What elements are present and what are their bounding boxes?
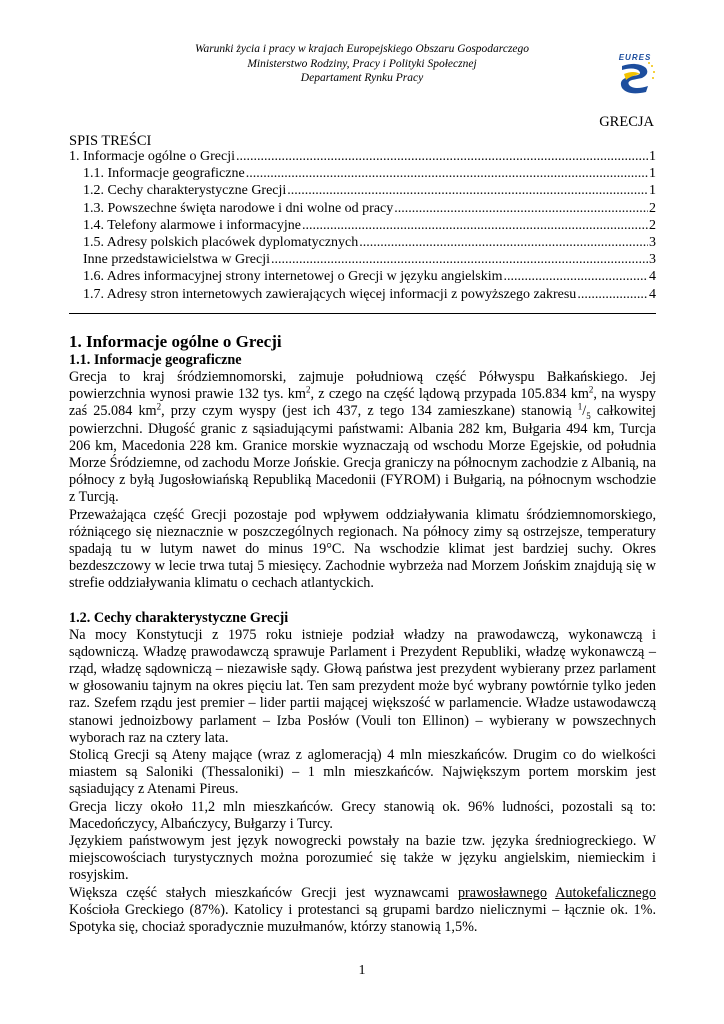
toc-item-page: 3: [649, 252, 656, 268]
toc-item-page: 1: [649, 166, 656, 182]
toc-item-page: 1: [649, 183, 656, 199]
toc-item-label: 1.2. Cechy charakterystyczne Grecji: [83, 183, 287, 199]
logo-text: EURES: [618, 53, 652, 62]
toc-item-label: 1.5. Adresy polskich placówek dyplomatycznych: [83, 234, 359, 250]
toc-item[interactable]: [69, 200, 656, 217]
page-number: 1: [358, 963, 366, 978]
country-label: GRECJA: [599, 114, 654, 130]
link-autokefalicznego[interactable]: Autokefalicznego: [555, 884, 656, 901]
toc-item[interactable]: [69, 148, 656, 165]
toc-item[interactable]: [69, 234, 656, 251]
characteristics-paragraph-2: Stolicą Grecji są Ateny mające (wraz z aglomeracją) 4 mln mieszkańców. Drugim co do wielkości miastem są Saloniki (Thessaloniki) – 1 mln mieszkańców. Największym portem morskim jest sąsiadujący z Atenami Pireus.: [69, 747, 656, 798]
section-title: 1. Informacje ogólne o Grecji: [69, 332, 282, 351]
header-line-1: Warunki życia i pracy w krajach Europejskiego Obszaru Gospodarczego: [194, 43, 530, 55]
table-of-contents: [69, 148, 656, 303]
toc-item-page: 4: [649, 286, 656, 302]
toc-item[interactable]: [69, 165, 656, 182]
characteristics-paragraph-1: Na mocy Konstytucji z 1975 roku istnieje podział władzy na prawodawczą, wykonawczą i sądowniczą. Władzę prawodawczą sprawuje Parlament i Prezydent Republiki, władzę wykonawczą – rząd, władzę sądowniczą – niezawisłe sądy. Głową państwa jest prezydent wybierany przez parlament w głosowaniu tajnym na okres pięciu lat. Ten sam prezydent może być wybrany powtórnie tylko jeden raz. Szefem rządu jest premier – lider partii mającej większość w parlamencie. Władze ustawodawczą stanowi jednoizbowy parlament – Izba Posłów (Vouli ton Ellinon) – wybierany w powszechnych wyborach raz na cztery lata.: [69, 626, 656, 746]
link-prawoslawnego[interactable]: prawosławnego: [457, 884, 547, 901]
toc-item[interactable]: [69, 251, 656, 268]
toc-item[interactable]: [69, 286, 656, 303]
eures-logo-icon: [612, 52, 658, 94]
toc-item-label: 1.6. Adres informacyjnej strony internetowej o Grecji w języku angielskim: [83, 269, 503, 285]
toc-item[interactable]: [69, 182, 656, 199]
header-line-2: Ministerstwo Rodziny, Pracy i Polityki Społecznej: [247, 57, 477, 70]
toc-item-page: 2: [649, 200, 656, 216]
document-body: [69, 331, 656, 936]
characteristics-paragraph-4: Językiem państwowym jest język nowogrecki powstały na bazie tzw. języka średniogreckiego. W miejscowościach turystycznych można porozumieć się także w języku angielskim, niemieckim i rosyjskim.: [69, 833, 656, 884]
header-line-3: Departament Rynku Pracy: [300, 72, 424, 84]
characteristics-paragraph-3: Grecja liczy około 11,2 mln mieszkańców. Grecy stanowią ok. 96% ludności, pozostali są to: Macedończycy, Albańczycy, Bułgarzy i Turcy.: [69, 798, 656, 832]
divider: [69, 313, 656, 314]
characteristics-paragraph-5: Większa część stałych mieszkańców Grecji jest wyznawcami prawosławnego Autokefalicznego Kościoła Greckiego (87%). Katolicy i protestanci są grupami bardzo nielicznymi – łącznie ok. 1%. Spotyka się, chociaż sporadycznie muzułmanów, którzy stanowią 1,5%.: [69, 884, 656, 936]
subsection-title-characteristics: 1.2. Cechy charakterystyczne Grecji: [69, 609, 289, 626]
toc-item-page: 3: [649, 234, 656, 250]
toc-item-page: 4: [649, 269, 656, 285]
geography-paragraph-1: Grecja to kraj śródziemnomorski, zajmuje południową część Półwyspu Bałkańskiego. Jej powierzchnia wynosi prawie 132 tys. $km^2$, z czego na część lądową przypada 105.834 $km^2$, na wyspy zaś 25.084 $km^2$, przy czym wyspy (jest ich 437, z tego 134 zamieszkane) stanowią $^1/_5$ całkowitej powierzchni. Długość granic z sąsiadującymi państwami: Albania 282 km, Bułgaria 494 km, Turcja 206 km, Macedonia 228 km. Granice morskie wyznaczają od wschodu Morze Egejskie, od południa Morze Śródziemne, od zachodu Morze Jońskie. Grecja graniczy na północnym zachodzie z Albanią, na północy z byłą Jugosłowiańską Republiką Macedonii (FYROM) i Bułgarią, na północnym wschodzie z Turcją.: [69, 369, 657, 506]
toc-item-label: Inne przedstawicielstwa w Grecji: [83, 252, 270, 268]
toc-item-label: 1.3. Powszechne święta narodowe i dni wolne od pracy: [83, 200, 394, 216]
toc-item-label: 1. Informacje ogólne o Grecji: [69, 149, 235, 164]
toc-item-page: 1: [649, 149, 656, 164]
toc-item-page: 2: [649, 217, 656, 233]
toc-item[interactable]: [69, 268, 656, 285]
toc-item[interactable]: [69, 217, 656, 234]
toc-item-label: 1.1. Informacje geograficzne: [83, 166, 245, 182]
toc-item-label: 1.7. Adresy stron internetowych zawierających więcej informacji z powyższego zakresu: [83, 286, 577, 302]
eures-logo: [612, 52, 658, 94]
geography-paragraph-2: Przeważająca część Grecji pozostaje pod wpływem oddziaływania klimatu śródziemnomorskiego, różniącego się nieznacznie w poszczególnych regionach. Na północy zimy są ostrzejsze, temperatury spadają tu w lutym nawet do minus 19°C. Na wschodzie klimat jest bardziej suchy. Okres bezdeszczowy w lecie trwa tutaj 5 miesięcy. Zachodnie wybrzeża nad Morzem Jońskim znajdują się w strefie oddziaływania klimatu o cechach atlantyckich.: [69, 506, 656, 592]
toc-item-label: 1.4. Telefony alarmowe i informacyjne: [83, 217, 302, 233]
subsection-title-geography: 1.1. Informacje geograficzne: [69, 352, 242, 368]
toc-title: SPIS TREŚCI: [69, 133, 152, 149]
